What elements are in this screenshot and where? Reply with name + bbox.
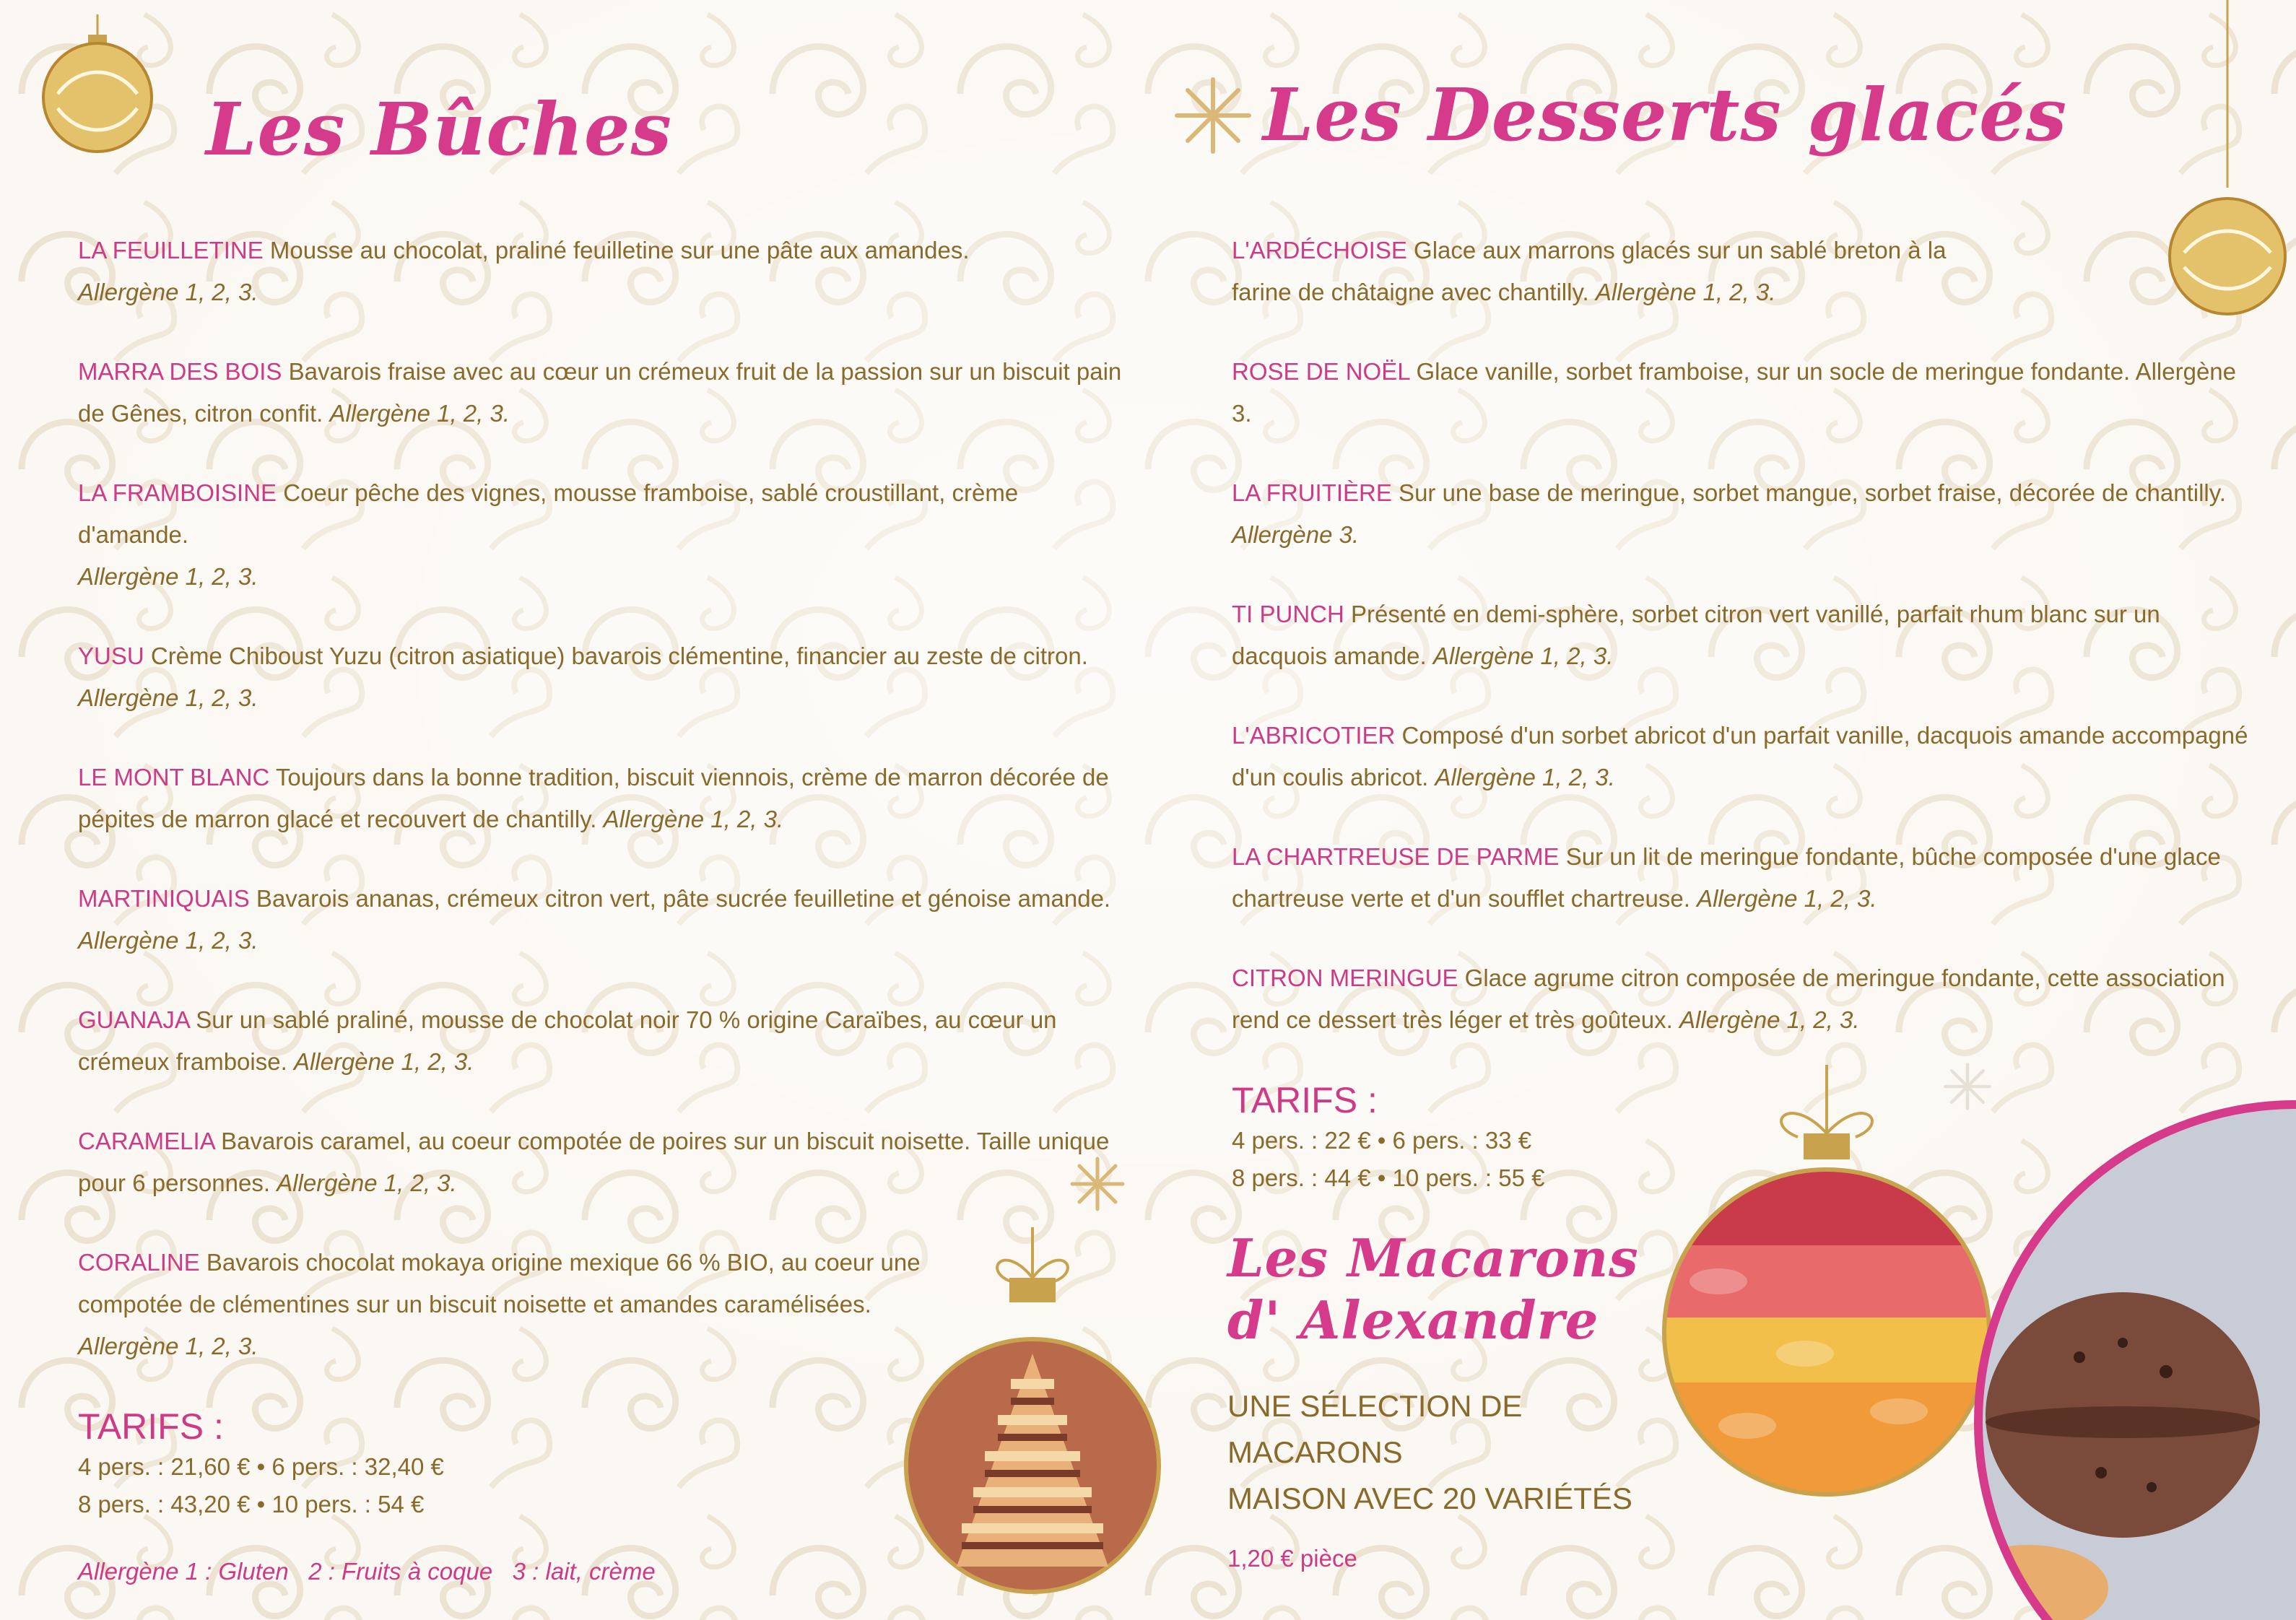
list-item: [78, 230, 1132, 313]
item-description: Composé d'un sorbet abricot d'un parfait vanille, dacquois amande accompagné d'un coulis abricot.: [1232, 722, 2248, 791]
macarons-heading-line2: d' Alexandre: [1227, 1289, 1599, 1351]
tarifs-line: 8 pers. : 43,20 € • 10 pers. : 54 €: [78, 1491, 425, 1517]
item-allergen: Allergène 1, 2, 3.: [78, 563, 258, 590]
item-name: LA CHARTREUSE DE PARME: [1232, 843, 1560, 870]
item-description: Sur un sablé praliné, mousse de chocolat noir 70 % origine Caraïbes, au cœur un crémeux framboise.: [78, 1006, 1057, 1075]
item-name: L'ARDÉCHOISE: [1232, 237, 1407, 264]
item-allergen: Allergène 1, 2, 3.: [1432, 643, 1614, 669]
item-description: Bavarois caramel, au coeur compotée de poires sur un biscuit noisette. Taille unique pour 6 personnes.: [78, 1128, 1110, 1196]
item-allergen: Allergène 1, 2, 3.: [603, 806, 784, 832]
macarons-description-line1: UNE SÉLECTION DE MACARONS: [1227, 1389, 1523, 1469]
item-description: Présenté en demi-sphère, sorbet citron vert vanillé, parfait rhum blanc sur un dacquois amande.: [1232, 601, 2160, 669]
item-allergen: Allergène 3.: [1232, 521, 1360, 548]
desserts-list: [1232, 230, 2257, 1041]
item-allergen: Allergène 1, 2, 3.: [277, 1170, 457, 1196]
macarons-price: 1,20 € pièce: [1227, 1545, 1357, 1572]
buches-heading: Les Bûches: [206, 87, 672, 172]
list-item: [78, 1242, 944, 1367]
item-name: LA FEUILLETINE: [78, 237, 264, 264]
list-item: [78, 472, 1132, 598]
list-item: [78, 351, 1132, 435]
tarifs-title: TARIFS :: [1232, 1080, 1378, 1120]
macarons-description-line2: MAISON AVEC 20 VARIÉTÉS: [1227, 1481, 1632, 1515]
list-item: [1232, 957, 2257, 1041]
list-item: [78, 757, 1132, 840]
item-name: GUANAJA: [78, 1006, 190, 1033]
buches-list: [78, 230, 1132, 1367]
item-description: Sur un lit de meringue fondante, bûche composée d'une glace chartreuse verte et d'un soufflet chartreuse.: [1232, 843, 2221, 912]
allergen-legend: Allergène 1 : Gluten 2 : Fruits à coque 3 : lait, crème: [78, 1558, 656, 1585]
item-name: LE MONT BLANC: [78, 764, 270, 791]
list-item: [78, 1120, 1132, 1204]
item-allergen: Allergène 1, 2, 3.: [1679, 1006, 1860, 1033]
item-description: Coeur pêche des vignes, mousse framboise, sablé croustillant, crème d'amande.: [78, 479, 1019, 548]
item-name: CARAMELIA: [78, 1128, 214, 1154]
macarons-description: [1227, 1383, 1675, 1522]
list-item: [1232, 836, 2257, 920]
item-description: Glace aux marrons glacés sur un sablé breton à la farine de châtaigne avec chantilly.: [1232, 237, 1947, 305]
item-description: Glace vanille, sorbet framboise, sur un socle de meringue fondante. Allergène 3.: [1232, 358, 2236, 427]
item-description: Toujours dans la bonne tradition, biscuit viennois, crème de marron décorée de pépites de marron glacé et recouvert de chantilly.: [78, 764, 1109, 832]
desserts-heading: Les Desserts glacés: [1262, 72, 2068, 157]
item-description: Sur une base de meringue, sorbet mangue, sorbet fraise, décorée de chantilly.: [1391, 479, 2226, 506]
item-name: MARTINIQUAIS: [78, 885, 250, 912]
list-item: [78, 999, 1132, 1083]
desserts-column: [1232, 72, 2257, 1197]
macarons-section: [1227, 1227, 1675, 1572]
item-name: CORALINE: [78, 1249, 200, 1276]
list-item: [1232, 715, 2257, 798]
list-item: [1232, 593, 2257, 677]
item-name: TI PUNCH: [1232, 601, 1344, 627]
list-item: [1232, 230, 2012, 313]
item-allergen: Allergène 1, 2, 3.: [1697, 885, 1877, 912]
item-allergen: Allergène 1, 2, 3.: [78, 684, 258, 711]
item-description: Bavarois chocolat mokaya origine mexique 66 % BIO, au coeur une compotée de clémentines sur un biscuit noisette et amandes caramélisées.: [78, 1249, 921, 1318]
list-item: [78, 635, 1132, 719]
item-name: MARRA DES BOIS: [78, 358, 282, 385]
list-item: [1232, 472, 2257, 556]
list-item: [1232, 351, 2257, 435]
item-allergen: Allergène 1, 2, 3.: [78, 1333, 258, 1359]
item-description: Glace agrume citron composée de meringue fondante, cette association rend ce dessert très léger et très goûteux.: [1232, 964, 2225, 1033]
item-description: Mousse au chocolat, praliné feuilletine sur une pâte aux amandes.: [263, 237, 970, 264]
item-description: Bavarois ananas, crémeux citron vert, pâte sucrée feuilletine et génoise amande.: [249, 885, 1111, 912]
item-name: LA FRUITIÈRE: [1232, 479, 1392, 506]
item-allergen: Allergène 1, 2, 3.: [1595, 279, 1776, 305]
item-allergen: Allergène 1, 2, 3.: [1435, 764, 1615, 791]
tarifs-line: 4 pers. : 21,60 € • 6 pers. : 32,40 €: [78, 1453, 444, 1480]
item-name: CITRON MERINGUE: [1232, 964, 1458, 991]
item-allergen: Allergène 1, 2, 3.: [329, 400, 510, 427]
buches-column: [78, 87, 1132, 1585]
item-allergen: Allergène 1, 2, 3.: [78, 279, 258, 305]
item-allergen: Allergène 1, 2, 3.: [293, 1048, 474, 1075]
tarifs-title: TARIFS :: [78, 1406, 224, 1447]
item-allergen: Allergène 1, 2, 3.: [78, 927, 258, 954]
tarifs-line: 4 pers. : 22 € • 6 pers. : 33 €: [1232, 1127, 1532, 1154]
item-name: ROSE DE NOËL: [1232, 358, 1410, 385]
list-item: [78, 878, 1132, 962]
macarons-heading-line1: Les Macarons: [1227, 1227, 1639, 1289]
item-name: L'ABRICOTIER: [1232, 722, 1396, 749]
tarifs-line: 8 pers. : 44 € • 10 pers. : 55 €: [1232, 1164, 1545, 1191]
item-description: Bavarois fraise avec au cœur un crémeux fruit de la passion sur un biscuit pain de Gênes, citron confit.: [78, 358, 1122, 427]
item-name: LA FRAMBOISINE: [78, 479, 277, 506]
item-description: Crème Chiboust Yuzu (citron asiatique) bavarois clémentine, financier au zeste de citron.: [144, 643, 1088, 669]
item-name: YUSU: [78, 643, 144, 669]
